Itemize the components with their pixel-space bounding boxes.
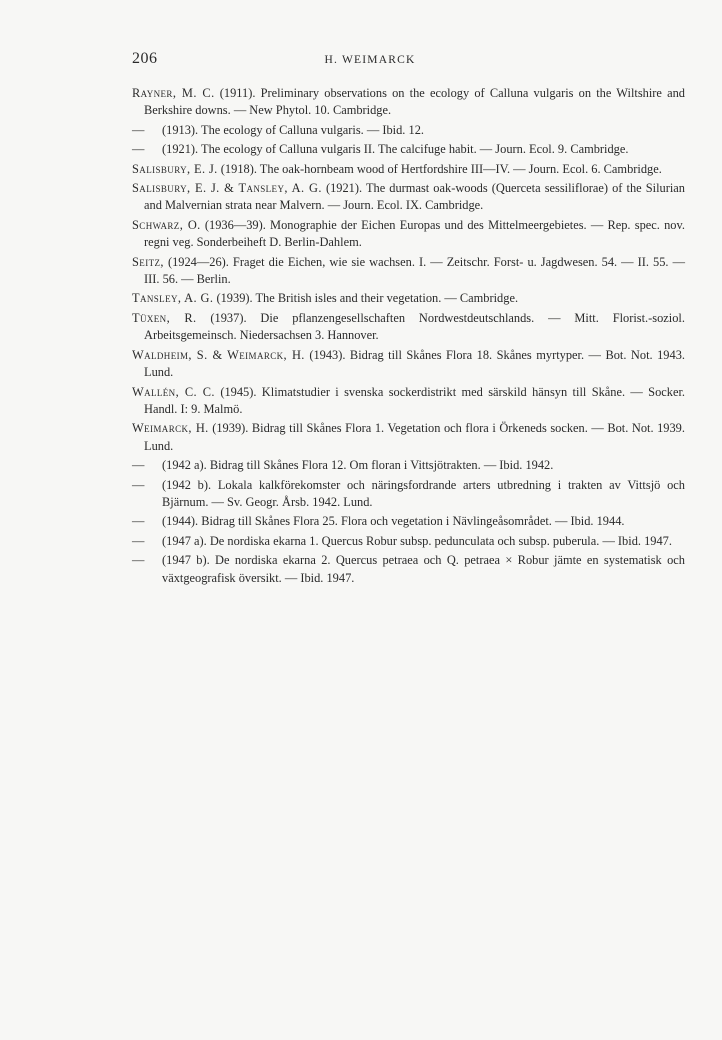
reference-entry <box>132 533 685 550</box>
reference-entry <box>132 217 685 252</box>
reference-entry <box>132 161 685 178</box>
reference-text: (1921). The durmast oak-woods (Querceta sessiliflorae) of the Silurian and Malvernian strata near Malvern. — Journ. Ecol. IX. Cambridge. <box>144 181 685 213</box>
reference-text: (1911). Preliminary observations on the ecology of Calluna vulgaris on the Wiltshire and Berkshire downs. — New Phytol. 10. Cambridge. <box>144 86 685 118</box>
reference-author: — <box>132 122 145 137</box>
reference-entry <box>132 85 685 120</box>
reference-author: Tansley, A. G. <box>132 291 214 306</box>
reference-entry <box>132 310 685 345</box>
running-head: H. WEIMARCK <box>324 54 416 66</box>
reference-entry <box>132 477 685 512</box>
reference-text: (1913). The ecology of Calluna vulgaris. — Ibid. 12. <box>162 122 424 137</box>
reference-author: Salisbury, E. J. & Tansley, A. G. <box>132 181 322 196</box>
reference-list <box>132 85 685 589</box>
reference-author: — <box>132 533 145 548</box>
reference-author: Schwarz, O. <box>132 217 201 232</box>
reference-text: (1945). Klimatstudier i svenska sockerdistrikt med särskild hänsyn till Skåne. — Socker. Handl. I: 9. Malmö. <box>144 384 685 416</box>
reference-entry <box>132 254 685 289</box>
reference-author: — <box>132 142 145 157</box>
reference-entry <box>132 513 685 530</box>
reference-author: Waldheim, S. & Weimarck, H. <box>132 347 305 362</box>
reference-author: Wallén, C. C. <box>132 384 215 399</box>
reference-entry <box>132 180 685 215</box>
reference-author: Salisbury, E. J. <box>132 161 218 176</box>
reference-author: — <box>132 458 145 473</box>
reference-entry <box>132 290 685 307</box>
reference-text: (1942 b). Lokala kalkförekomster och näringsfordrande arters utbredning i trakten av Vittsjö och Bjärnum. — Sv. Geogr. Årsb. 1942. Lund. <box>162 477 685 509</box>
reference-author: Tüxen, R. <box>132 310 197 325</box>
reference-entry <box>132 457 685 474</box>
reference-text: (1921). The ecology of Calluna vulgaris II. The calcifuge habit. — Journ. Ecol. 9. Cambridge. <box>162 142 629 157</box>
reference-text: (1943). Bidrag till Skånes Flora 18. Skånes myrtyper. — Bot. Not. 1943. Lund. <box>144 347 685 380</box>
reference-author: — <box>132 514 145 529</box>
reference-entry <box>132 552 685 587</box>
reference-entry <box>132 384 685 419</box>
reference-entry <box>132 122 685 139</box>
reference-text: (1939). The British isles and their vegetation. — Cambridge. <box>216 291 519 306</box>
reference-text: (1939). Bidrag till Skånes Flora 1. Vegetation och flora i Örkeneds socken. — Bot. Not. 1939. Lund. <box>144 421 685 453</box>
reference-text: (1937). Die pflanzengesellschaften Nordwestdeutschlands. — Mitt. Florist.-soziol. Arbeitsgemeinsch. Niedersachsen 3. Hannover. <box>144 310 685 343</box>
reference-text: (1942 a). Bidrag till Skånes Flora 12. Om floran i Vittsjötrakten. — Ibid. 1942. <box>162 458 554 473</box>
page-number: 206 <box>132 50 158 67</box>
reference-author: — <box>132 553 145 568</box>
reference-text: (1944). Bidrag till Skånes Flora 25. Flora och vegetation i Nävlingeåsområdet. — Ibid. 1944. <box>162 514 625 529</box>
reference-text: (1947 a). De nordiska ekarna 1. Quercus Robur subsp. pedunculata och subsp. puberula. — Ibid. 1947. <box>162 533 672 548</box>
reference-author: Seitz, <box>132 254 164 269</box>
reference-author: Weimarck, H. <box>132 421 209 436</box>
reference-entry <box>132 347 685 382</box>
reference-author: — <box>132 477 145 492</box>
reference-entry <box>132 141 685 158</box>
reference-text: (1918). The oak-hornbeam wood of Hertfordshire III—IV. — Journ. Ecol. 6. Cambridge. <box>220 161 662 176</box>
reference-text: (1947 b). De nordiska ekarna 2. Quercus petraea och Q. petraea × Robur jämte en systematisk och växtgeografisk översikt. — Ibid. 1947. <box>162 553 685 585</box>
reference-author: Rayner, M. C. <box>132 86 215 100</box>
reference-text: (1924—26). Fraget die Eichen, wie sie wachsen. I. — Zeitschr. Forst- u. Jagdwesen. 54. — II. 55. — III. 56. — Berlin. <box>144 254 685 287</box>
reference-entry <box>132 420 685 455</box>
reference-text: (1936—39). Monographie der Eichen Europas und des Mittelmeergebietes. — Rep. spec. nov. regni veg. Sonderbeiheft D. Berlin-Dahlem. <box>144 217 685 250</box>
